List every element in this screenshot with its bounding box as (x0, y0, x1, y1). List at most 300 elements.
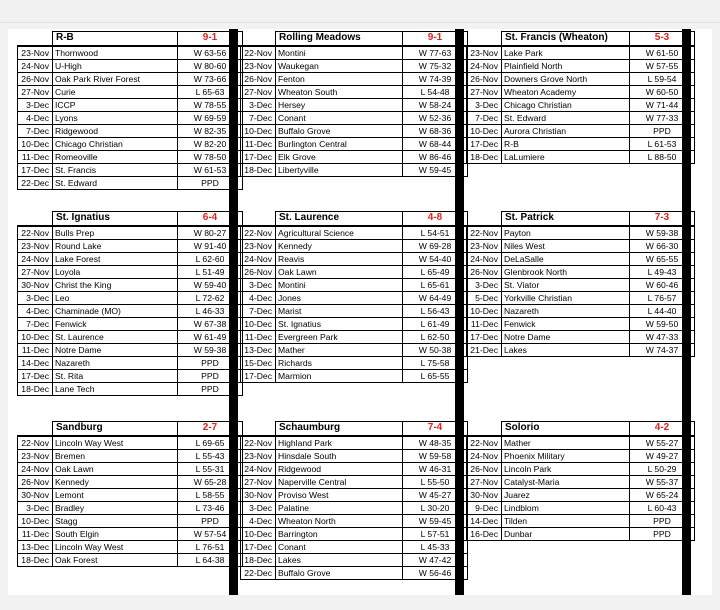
game-row (241, 566, 468, 579)
opponent: Lemont (53, 488, 178, 501)
game-row (18, 449, 243, 462)
game-row (241, 330, 468, 343)
game-row (18, 124, 243, 137)
opponent: Reavis (276, 252, 403, 265)
opponent: Lincoln Way West (53, 540, 178, 553)
game-row (467, 111, 695, 124)
game-row (241, 124, 468, 137)
opponent: Palatine (276, 501, 403, 514)
opponent: Downers Grove North (502, 72, 630, 85)
game-result: W 74-37 (630, 343, 695, 356)
game-date: 23-Nov (241, 59, 276, 72)
opponent: Kennedy (276, 239, 403, 252)
game-result: W 65-28 (178, 475, 243, 488)
team-name: St. Ignatius (53, 212, 178, 226)
game-date: 11-Dec (18, 150, 53, 163)
game-row (467, 330, 695, 343)
game-result: L 69-65 (178, 436, 243, 450)
opponent: Proviso West (276, 488, 403, 501)
header-blank-cell (18, 32, 53, 46)
game-result: PPD (178, 176, 243, 189)
game-row (467, 46, 695, 60)
opponent: Wheaton Academy (502, 85, 630, 98)
game-date: 24-Nov (467, 449, 502, 462)
game-row (467, 475, 695, 488)
game-date: 3-Dec (467, 98, 502, 111)
opponent: Lane Tech (53, 382, 178, 395)
game-date: 10-Dec (18, 330, 53, 343)
game-result: W 49-27 (630, 449, 695, 462)
header-blank-cell (467, 212, 502, 226)
game-result: W 71-44 (630, 98, 695, 111)
game-date: 16-Dec (467, 527, 502, 540)
game-row (241, 111, 468, 124)
game-date: 7-Dec (241, 111, 276, 124)
game-result: W 45-27 (403, 488, 468, 501)
opponent: Romeoville (53, 150, 178, 163)
team-name: R-B (53, 32, 178, 46)
game-row (18, 278, 243, 291)
game-row (467, 343, 695, 356)
opponent: Wheaton North (276, 514, 403, 527)
game-row (241, 514, 468, 527)
game-row (241, 72, 468, 85)
game-date: 21-Dec (467, 343, 502, 356)
game-result: W 58-24 (403, 98, 468, 111)
game-result: W 63-56 (178, 46, 243, 60)
game-result: W 47-33 (630, 330, 695, 343)
header-blank-cell (18, 422, 53, 436)
game-date: 18-Dec (18, 553, 53, 566)
team-name: Sandburg (53, 422, 178, 436)
game-result: W 65-24 (630, 488, 695, 501)
game-date: 22-Nov (241, 46, 276, 60)
game-result: W 48-35 (403, 436, 468, 450)
game-date: 3-Dec (241, 501, 276, 514)
game-row (467, 226, 695, 240)
game-date: 23-Nov (18, 46, 53, 60)
opponent: Libertyville (276, 163, 403, 176)
game-date: 26-Nov (241, 72, 276, 85)
opponent: Barrington (276, 527, 403, 540)
team-name: St. Laurence (276, 212, 403, 226)
game-result: L 64-38 (178, 553, 243, 566)
game-row (18, 369, 243, 382)
opponent: Evergreen Park (276, 330, 403, 343)
game-row (18, 304, 243, 317)
game-date: 22-Nov (18, 226, 53, 240)
game-date: 7-Dec (467, 111, 502, 124)
opponent: Buffalo Grove (276, 124, 403, 137)
game-date: 7-Dec (241, 304, 276, 317)
game-date: 3-Dec (18, 501, 53, 514)
game-date: 30-Nov (241, 488, 276, 501)
game-date: 7-Dec (18, 124, 53, 137)
game-result: W 74-39 (403, 72, 468, 85)
opponent: Lake Forest (53, 252, 178, 265)
opponent: U-High (53, 59, 178, 72)
game-row (18, 252, 243, 265)
game-row (18, 501, 243, 514)
game-date: 22-Nov (467, 226, 502, 240)
team-schedule-table (240, 31, 468, 177)
game-row (18, 488, 243, 501)
opponent: Highland Park (276, 436, 403, 450)
game-result: L 55-31 (178, 462, 243, 475)
game-row (18, 111, 243, 124)
game-result: W 61-53 (178, 163, 243, 176)
game-row (467, 436, 695, 450)
opponent: St. Ignatius (276, 317, 403, 330)
game-date: 24-Nov (241, 252, 276, 265)
header-blank-cell (467, 422, 502, 436)
opponent: Chicago Christian (502, 98, 630, 111)
game-date: 27-Nov (18, 265, 53, 278)
game-date: 17-Dec (241, 540, 276, 553)
game-result: W 59-58 (403, 449, 468, 462)
game-result: L 44-40 (630, 304, 695, 317)
game-result: L 46-33 (178, 304, 243, 317)
game-date: 4-Dec (18, 111, 53, 124)
team-record: 9-1 (403, 32, 468, 46)
game-result: W 61-50 (630, 46, 695, 60)
opponent: Round Lake (53, 239, 178, 252)
opponent: Thornwood (53, 46, 178, 60)
opponent: Catalyst-Maria (502, 475, 630, 488)
game-result: W 73-66 (178, 72, 243, 85)
game-date: 17-Dec (241, 369, 276, 382)
game-result: L 65-63 (178, 85, 243, 98)
team-schedule-table (466, 31, 695, 164)
window-top-band (0, 0, 720, 23)
game-result: L 62-50 (403, 330, 468, 343)
opponent: Chicago Christian (53, 137, 178, 150)
game-row (18, 553, 243, 566)
opponent: Tilden (502, 514, 630, 527)
game-result: L 65-61 (403, 278, 468, 291)
game-date: 10-Dec (467, 124, 502, 137)
game-row (241, 163, 468, 176)
game-row (18, 150, 243, 163)
game-date: 3-Dec (241, 98, 276, 111)
game-date: 11-Dec (18, 527, 53, 540)
game-row (467, 317, 695, 330)
opponent: ICCP (53, 98, 178, 111)
team-schedule-table (17, 421, 243, 567)
game-result: L 30-20 (403, 501, 468, 514)
game-result: W 80-27 (178, 226, 243, 240)
opponent: Mather (502, 436, 630, 450)
game-row (467, 85, 695, 98)
game-date: 14-Dec (467, 514, 502, 527)
opponent: St. Francis (53, 163, 178, 176)
game-row (241, 436, 468, 450)
game-date: 17-Dec (467, 330, 502, 343)
game-date: 3-Dec (18, 98, 53, 111)
opponent: Agricultural Science (276, 226, 403, 240)
opponent: Bulls Prep (53, 226, 178, 240)
opponent: DeLaSalle (502, 252, 630, 265)
game-result: PPD (630, 527, 695, 540)
game-result: W 54-40 (403, 252, 468, 265)
game-result: PPD (178, 514, 243, 527)
game-date: 13-Dec (18, 540, 53, 553)
game-result: L 49-43 (630, 265, 695, 278)
game-date: 17-Dec (241, 150, 276, 163)
game-row (241, 356, 468, 369)
game-result: W 82-35 (178, 124, 243, 137)
game-date: 23-Nov (467, 46, 502, 60)
header-blank-cell (241, 32, 276, 46)
game-result: L 60-43 (630, 501, 695, 514)
game-result: W 50-38 (403, 343, 468, 356)
team-name: Rolling Meadows (276, 32, 403, 46)
opponent: Lyons (53, 111, 178, 124)
game-result: W 67-38 (178, 317, 243, 330)
game-result: L 72-62 (178, 291, 243, 304)
game-result: W 77-33 (630, 111, 695, 124)
game-row (241, 59, 468, 72)
game-date: 23-Nov (467, 239, 502, 252)
game-row (241, 252, 468, 265)
game-row (18, 163, 243, 176)
opponent: Juarez (502, 488, 630, 501)
opponent: Yorkville Christian (502, 291, 630, 304)
game-row (241, 85, 468, 98)
game-date: 30-Nov (18, 278, 53, 291)
opponent: Curie (53, 85, 178, 98)
opponent: Ridgewood (53, 124, 178, 137)
team-record: 4-8 (403, 212, 468, 226)
game-row (18, 356, 243, 369)
game-result: L 65-55 (403, 369, 468, 382)
game-row (241, 46, 468, 60)
game-row (241, 278, 468, 291)
game-result: W 47-42 (403, 553, 468, 566)
game-result: W 86-46 (403, 150, 468, 163)
opponent: Wheaton South (276, 85, 403, 98)
game-date: 27-Nov (18, 85, 53, 98)
opponent: Buffalo Grove (276, 566, 403, 579)
game-date: 26-Nov (467, 265, 502, 278)
team-header-row (18, 32, 243, 46)
game-result: W 69-28 (403, 239, 468, 252)
opponent: Waukegan (276, 59, 403, 72)
game-row (467, 124, 695, 137)
game-date: 26-Nov (241, 265, 276, 278)
game-date: 3-Dec (18, 291, 53, 304)
opponent: LaLumiere (502, 150, 630, 163)
game-result: W 80-60 (178, 59, 243, 72)
game-result: W 78-50 (178, 150, 243, 163)
opponent: Aurora Christian (502, 124, 630, 137)
game-row (241, 369, 468, 382)
game-row (467, 98, 695, 111)
opponent: Montini (276, 46, 403, 60)
team-schedule-table (466, 211, 695, 357)
game-result: W 91-40 (178, 239, 243, 252)
game-result: W 60-46 (630, 278, 695, 291)
game-row (18, 291, 243, 304)
game-date: 30-Nov (18, 488, 53, 501)
game-date: 24-Nov (467, 252, 502, 265)
game-date: 13-Dec (241, 343, 276, 356)
game-result: L 51-49 (178, 265, 243, 278)
opponent: Lakes (502, 343, 630, 356)
game-row (241, 291, 468, 304)
game-row (467, 462, 695, 475)
game-result: W 68-36 (403, 124, 468, 137)
opponent: Lake Park (502, 46, 630, 60)
game-result: W 78-55 (178, 98, 243, 111)
game-date: 17-Dec (18, 163, 53, 176)
game-result: W 59-45 (403, 514, 468, 527)
game-date: 22-Nov (467, 436, 502, 450)
opponent: South Elgin (53, 527, 178, 540)
opponent: Hinsdale South (276, 449, 403, 462)
game-result: W 68-44 (403, 137, 468, 150)
game-result: L 73-46 (178, 501, 243, 514)
opponent: Oak Park River Forest (53, 72, 178, 85)
opponent: Dunbar (502, 527, 630, 540)
game-row (467, 150, 695, 163)
team-header-row (241, 422, 468, 436)
game-date: 4-Dec (18, 304, 53, 317)
game-row (18, 265, 243, 278)
game-row (18, 226, 243, 240)
game-result: W 52-36 (403, 111, 468, 124)
game-date: 27-Nov (467, 475, 502, 488)
game-row (18, 475, 243, 488)
game-row (467, 239, 695, 252)
game-date: 4-Dec (241, 291, 276, 304)
game-date: 10-Dec (241, 317, 276, 330)
team-schedule-table (17, 31, 243, 190)
game-result: L 55-50 (403, 475, 468, 488)
game-result: L 57-51 (403, 527, 468, 540)
game-row (241, 265, 468, 278)
opponent: Payton (502, 226, 630, 240)
game-result: W 64-49 (403, 291, 468, 304)
game-date: 27-Nov (241, 85, 276, 98)
game-date: 22-Nov (241, 436, 276, 450)
game-date: 24-Nov (18, 252, 53, 265)
game-date: 26-Nov (18, 475, 53, 488)
opponent: St. Viator (502, 278, 630, 291)
team-schedule-table (240, 421, 468, 580)
game-date: 22-Dec (241, 566, 276, 579)
game-result: W 57-54 (178, 527, 243, 540)
opponent: St. Edward (53, 176, 178, 189)
opponent: Lindblom (502, 501, 630, 514)
game-result: L 58-55 (178, 488, 243, 501)
game-row (241, 553, 468, 566)
game-date: 24-Nov (18, 59, 53, 72)
game-date: 10-Dec (467, 304, 502, 317)
game-result: W 59-45 (403, 163, 468, 176)
game-date: 27-Nov (467, 85, 502, 98)
team-record: 9-1 (178, 32, 243, 46)
game-result: L 55-43 (178, 449, 243, 462)
game-result: W 59-40 (178, 278, 243, 291)
game-result: L 88-50 (630, 150, 695, 163)
game-date: 26-Nov (18, 72, 53, 85)
team-record: 4-2 (630, 422, 695, 436)
game-row (18, 330, 243, 343)
game-row (467, 304, 695, 317)
game-row (18, 137, 243, 150)
game-row (467, 59, 695, 72)
opponent: Naperville Central (276, 475, 403, 488)
team-header-row (467, 212, 695, 226)
opponent: Conant (276, 540, 403, 553)
game-row (241, 501, 468, 514)
opponent: Bremen (53, 449, 178, 462)
opponent: Mather (276, 343, 403, 356)
game-result: W 69-59 (178, 111, 243, 124)
game-row (467, 514, 695, 527)
game-result: W 66-30 (630, 239, 695, 252)
game-row (18, 540, 243, 553)
opponent: Notre Dame (53, 343, 178, 356)
game-row (18, 462, 243, 475)
game-date: 23-Nov (241, 449, 276, 462)
game-row (241, 540, 468, 553)
game-row (467, 137, 695, 150)
game-result: PPD (630, 124, 695, 137)
opponent: Hersey (276, 98, 403, 111)
opponent: Oak Lawn (276, 265, 403, 278)
game-date: 18-Dec (241, 163, 276, 176)
opponent: St. Laurence (53, 330, 178, 343)
game-date: 10-Dec (241, 527, 276, 540)
team-record: 7-4 (403, 422, 468, 436)
game-row (18, 46, 243, 60)
opponent: St. Edward (502, 111, 630, 124)
opponent: Lincoln Way West (53, 436, 178, 450)
game-row (18, 514, 243, 527)
game-date: 3-Dec (467, 278, 502, 291)
game-date: 18-Dec (241, 553, 276, 566)
game-result: W 55-27 (630, 436, 695, 450)
game-result: L 54-48 (403, 85, 468, 98)
game-date: 18-Dec (467, 150, 502, 163)
game-date: 22-Nov (18, 436, 53, 450)
game-row (241, 150, 468, 163)
opponent: Fenwick (53, 317, 178, 330)
game-date: 23-Nov (18, 239, 53, 252)
game-date: 3-Dec (241, 278, 276, 291)
opponent: Plainfield North (502, 59, 630, 72)
team-schedule-table (240, 211, 468, 383)
team-record: 5-3 (630, 32, 695, 46)
opponent: Marist (276, 304, 403, 317)
game-row (467, 488, 695, 501)
header-blank-cell (467, 32, 502, 46)
game-date: 26-Nov (467, 72, 502, 85)
opponent: Glenbrook North (502, 265, 630, 278)
game-result: L 61-53 (630, 137, 695, 150)
opponent: Montini (276, 278, 403, 291)
game-row (467, 278, 695, 291)
game-row (18, 436, 243, 450)
game-result: W 60-50 (630, 85, 695, 98)
opponent: Bradley (53, 501, 178, 514)
opponent: Elk Grove (276, 150, 403, 163)
game-result: PPD (178, 369, 243, 382)
game-row (18, 343, 243, 356)
game-row (467, 265, 695, 278)
